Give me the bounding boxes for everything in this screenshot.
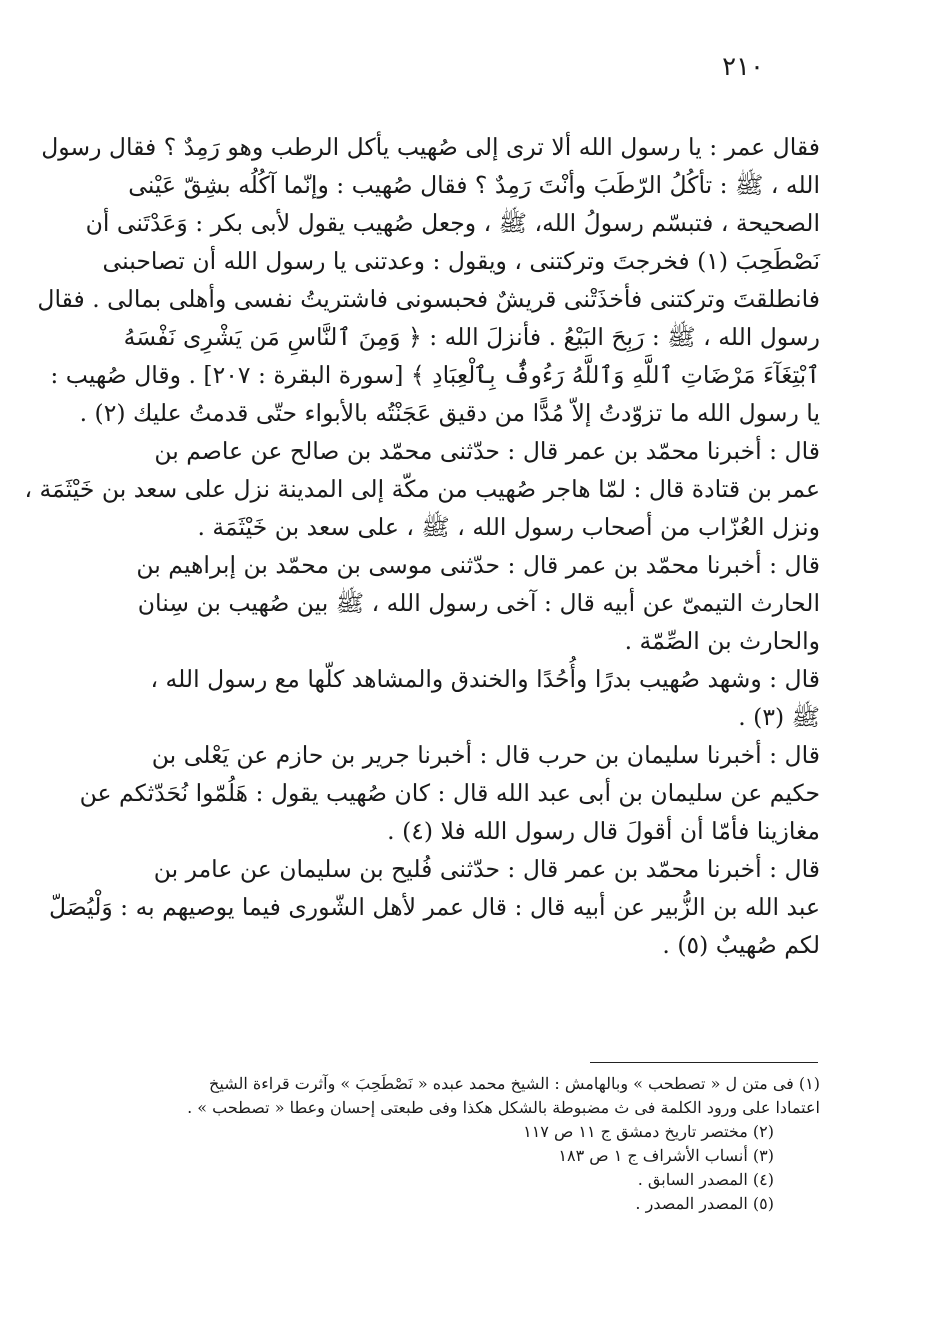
body-line: نَصْطَحِبَ (١) فخرجتَ وتركتنى ، ويقول : وعدتنى يا رسول الله أن تصاحبنى — [102, 247, 820, 275]
body-line: فقال عمر : يا رسول الله ألا ترى إلى صُهيب يأكل الرطب وهو رَمِدٌ ؟ فقال رسول — [41, 133, 820, 161]
footnotes — [100, 1072, 820, 1216]
main-text — [24, 128, 820, 964]
body-line: قال : أخبرنا محمّد بن عمر قال : حدّثنى محمّد بن صالح عن عاصم بن — [154, 437, 820, 465]
footnote-item: (٤) المصدر السابق . — [637, 1170, 774, 1189]
body-line: ﷺ (٣) . — [738, 703, 820, 731]
footnote-divider — [590, 1062, 818, 1063]
body-line: قال : أخبرنا سليمان بن حرب قال : أخبرنا جرير بن حازم عن يَعْلى بن — [151, 741, 820, 769]
footnote-item: (٥) المصدر المصدر . — [635, 1194, 774, 1213]
body-line: عمر بن قتادة قال : لمّا هاجر صُهيب من مكّة إلى المدينة نزل على سعد بن خَيْثَمَة ، — [24, 475, 820, 503]
footnote-item: (٢) مختصر تاريخ دمشق ج ١١ ص ١١٧ — [523, 1122, 774, 1141]
body-line: ونزل العُزّاب من أصحاب رسول الله ، ﷺ ، على سعد بن خَيْثَمَة . — [197, 513, 820, 541]
body-line: يا رسول الله ما تزوّدتُ إلاّ مُدًّا من دقيق عَجَنْتُه بالأبواء حتّى قدمتُ عليك (٢) . — [79, 399, 820, 427]
body-line: قال : أخبرنا محمّد بن عمر قال : حدّثنى فُليح بن سليمان عن عامر بن — [153, 855, 820, 883]
body-line: قال : وشهد صُهيب بدرًا وأُحُدًا والخندق والمشاهد كلّها مع رسول الله ، — [150, 665, 820, 693]
footnote-1-line: (١) فى متن ل « تصطحب » وبالهامش : الشيخ محمد عبده « نَصْطَحِبَ » وآثرت قراءة الشيخ — [209, 1074, 820, 1093]
body-line: والحارث بن الصِّمّة . — [624, 627, 820, 655]
body-line: عبد الله بن الزُّبير عن أبيه قال : قال عمر لأهل الشّورى فيما يوصيهم به : وَلْيُصَلّ — [48, 893, 820, 921]
body-line: رسول الله ، ﷺ : رَبِحَ البَيْعُ . فأنزلَ الله : ﴿ وَمِنَ ٱلنَّاسِ مَن يَشْرِى نَفْسَهُ — [123, 323, 820, 351]
body-line: لكم صُهيبٌ (٥) . — [662, 931, 820, 959]
footnote-item: (٣) أنساب الأشراف ج ١ ص ١٨٣ — [558, 1146, 774, 1165]
body-line: الحارث التيمىّ عن أبيه قال : آخى رسول الله ، ﷺ بين صُهيب بن سِنان — [137, 589, 820, 617]
body-line: الصحيحة ، فتبسّم رسولُ الله، ﷺ ، وجعل صُهيب يقول لأبى بكر : وَعَدْتَنى أن — [85, 209, 820, 237]
footnote-1-line: اعتمادا على ورود الكلمة فى ث مضبوطة بالشكل هكذا وفى طبعتى إحسان وعطا « تصطحب » . — [187, 1098, 820, 1117]
body-line: مغازينا فأمّا أن أقولَ قال رسول الله فلا (٤) . — [387, 817, 820, 845]
body-line: فانطلقتَ وتركتنى فأخذَتْنى قريشٌ فحبسونى فاشتريتُ نفسى وأهلى بمالى . فقال — [37, 285, 820, 313]
body-line: ٱبْتِغَآءَ مَرْضَاتِ ٱللَّهِ وَٱللَّهُ رَءُوفٌۢ بِٱلْعِبَادِ ﴾ [سورة البقرة : ٢٠٧] . وقال صُهيب : — [50, 361, 820, 389]
body-line: الله ، ﷺ : تأكُلُ الرّطَبَ وأنْتَ رَمِدٌ ؟ فقال صُهيب : وإنّما آكُلُه بشِقّ عَيْنى — [128, 171, 820, 199]
page-number: ٢١٠ — [722, 52, 764, 82]
body-line: حكيم عن سليمان بن أبى عبد الله قال : كان صُهيب يقول : هَلُمّوا نُحَدّثكم عن — [79, 779, 820, 807]
body-line: قال : أخبرنا محمّد بن عمر قال : حدّثنى موسى بن محمّد بن إبراهيم بن — [136, 551, 820, 579]
